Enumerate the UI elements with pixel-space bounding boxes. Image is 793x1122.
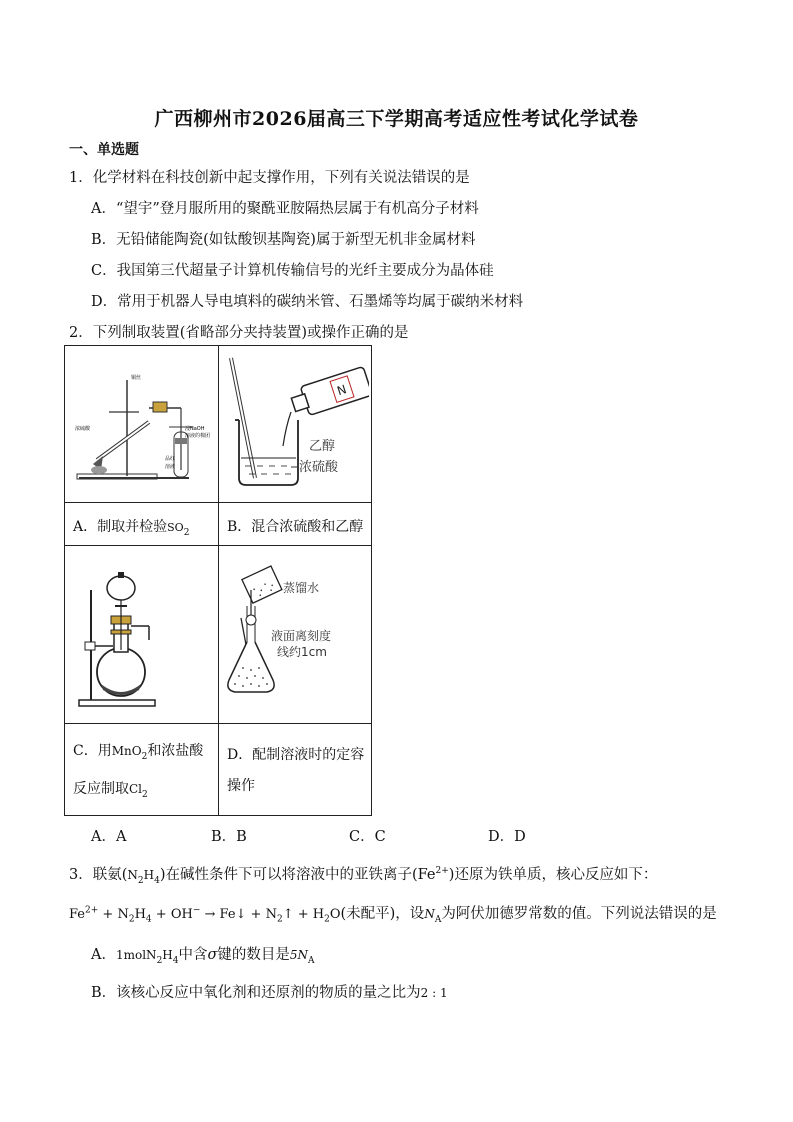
question-3-equation: $Fe^{2+} + N_2H_4 + OH^-$ → Fe↓ + $N_2↑ + H_2O$(未配平)，设$N_A$为阿伏加德罗常数的值。下列说法错误的是 (69, 905, 717, 925)
fig-a-label-3: 浸NaOH (185, 426, 205, 432)
svg-text:N: N (335, 382, 349, 399)
question-1-stem: 1．化学材料在科技创新中起支撑作用，下列有关说法错误的是 (69, 170, 470, 186)
cell-d-caption-line1: D．配制溶液时的定容 (227, 747, 365, 763)
chlorine-apparatus-figure (69, 550, 215, 720)
question-2-stem: 2．下列制取装置(省略部分夹持装置)或操作正确的是 (69, 325, 409, 341)
fig-a-label-1: 铜丝 (131, 375, 142, 381)
fig-d-note-2: 线约1cm (277, 645, 327, 659)
cell-a-caption: A．制取并检验$SO_2$ (73, 519, 190, 538)
page-title: 广西柳州市2026届高三下学期高考适应性考试化学试卷 (154, 108, 639, 130)
fig-a-label-2: 浓硫酸 (75, 426, 91, 432)
cell-b-caption: B．混合浓硫酸和乙醇 (227, 519, 364, 535)
fig-d-note-1: 液面离刻度 (271, 629, 332, 643)
question-2-choice-d: D．D (488, 829, 526, 845)
volumetric-flask-figure (221, 550, 369, 720)
question-1-option-d: D．常用于机器人导电填料的碳纳米管、石墨烯等均属于碳纳米材料 (91, 294, 524, 310)
mixing-figure (221, 350, 369, 500)
fig-a-label-4: 溶液的棉团 (185, 433, 211, 439)
question-3-option-b: B．该核心反应中氧化剂和还原剂的物质的量之比为2 : 1 (91, 985, 448, 1001)
question-1-option-b: B．无铅储能陶瓷(如钛酸钡基陶瓷)属于新型无机非金属材料 (91, 232, 476, 248)
fig-b-acid-label: 浓硫酸 (299, 460, 339, 475)
question-3-option-a: A．$1molN_2H_4$中含σ键的数目是$5N_A$ (91, 947, 315, 966)
cell-d-caption-line2: 操作 (227, 778, 255, 794)
question-2-choice-c: C．C (349, 829, 386, 845)
fig-d-water-label: 蒸馏水 (283, 581, 320, 595)
fig-a-label-5: 品红 (165, 456, 176, 462)
cell-c-caption-line1: C．用MnO$_2$和浓盐酸 (73, 743, 204, 762)
fig-b-ethanol-label: 乙醇 (309, 439, 336, 454)
so2-apparatus-figure (69, 352, 215, 498)
question-2-choice-b: B．B (211, 829, 247, 845)
fig-a-label-6: 溶液 (165, 464, 176, 470)
question-2-choice-a: A．A (91, 829, 127, 845)
cell-c-caption-line2: 反应制取$Cl_2$ (73, 781, 148, 800)
section-heading: 一、单选题 (69, 142, 139, 158)
apparatus-table (64, 345, 372, 816)
question-1-option-c: C．我国第三代超量子计算机传输信号的光纤主要成分为晶体硅 (91, 263, 494, 279)
question-3-stem: 3．联氨$(N_2H_4)$在碱性条件下可以将溶液中的亚铁离子$(Fe^{2+})$还原为铁单质，核心反应如下： (69, 866, 658, 886)
question-1-option-a: A．“望宇”登月服所用的聚酰亚胺隔热层属于有机高分子材料 (91, 201, 479, 217)
